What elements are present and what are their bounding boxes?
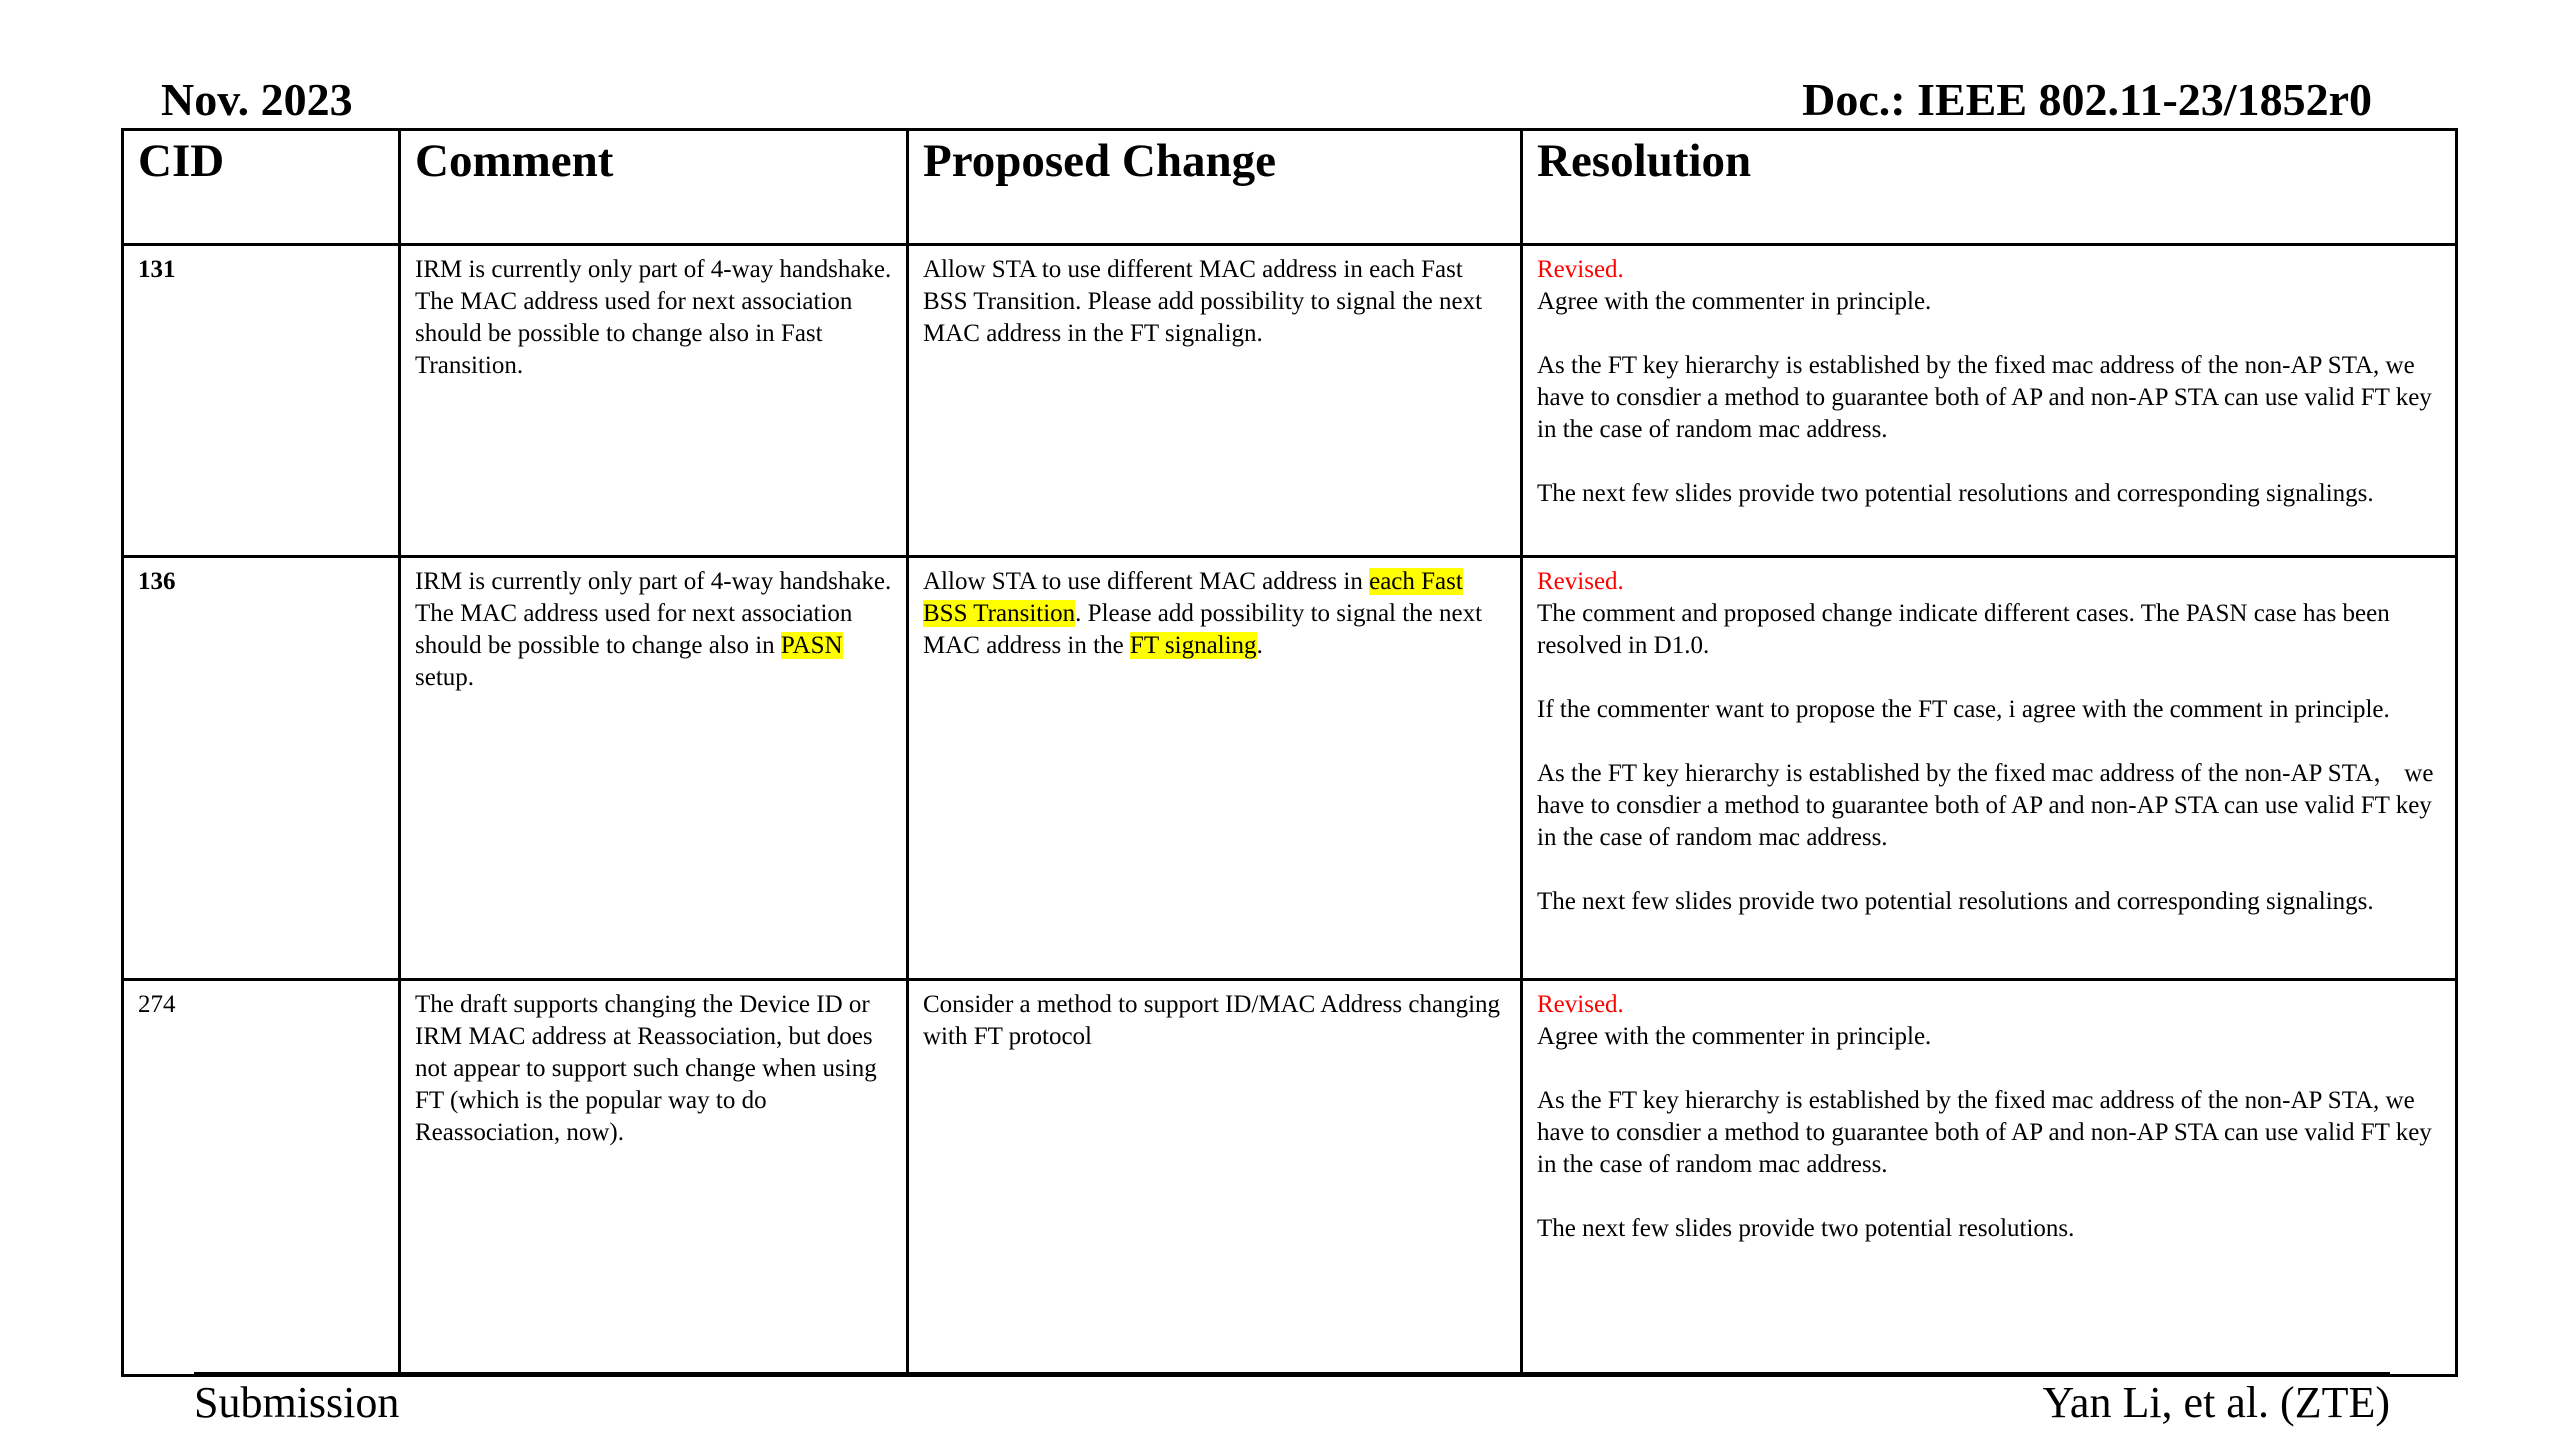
table-row [123, 557, 2457, 980]
table-row [123, 980, 2457, 1376]
resolution-paragraph: The next few slides provide two potential resolutions. [1537, 1215, 2075, 1242]
comment-cell: The draft supports changing the Device ID or IRM MAC address at Reassociation, but does not appear to support such change when using FT (which is the popular way to do Reassociation, now). [400, 980, 908, 1376]
resolution-paragraph: If the commenter want to propose the FT case, i agree with the comment in principle. [1537, 696, 2390, 723]
proposed-text: . [1256, 632, 1263, 659]
resolution-paragraph: As the FT key hierarchy is established by the fixed mac address of the non-AP STA, we have to consdier a method to guarantee both of AP and non-AP STA can use valid FT key in the case of random mac address. [1537, 352, 2432, 443]
proposed-change-cell: Allow STA to use different MAC address in each Fast BSS Transition. Please add possibility to signal the next MAC address in the FT signalign. [908, 245, 1522, 557]
comment-cell [400, 557, 908, 980]
resolution-cell [1522, 980, 2457, 1376]
resolution-paragraph: As the FT key hierarchy is established by the fixed mac address of the non-AP STA， we have to consdier a method to guarantee both of AP and non-AP STA can use valid FT key in the case of random mac address. [1537, 760, 2434, 851]
column-header-comment: Comment [400, 130, 908, 245]
comment-cell: IRM is currently only part of 4-way handshake. The MAC address used for next association should be possible to change also in Fast Transition. [400, 245, 908, 557]
column-header-proposed-change: Proposed Change [908, 130, 1522, 245]
footer-author: Yan Li, et al. (ZTE) [2042, 1378, 2390, 1427]
footer-rule [194, 1372, 2390, 1374]
table-row [123, 245, 2457, 557]
resolution-paragraph: The comment and proposed change indicate different cases. The PASN case has been resolved in D1.0. [1537, 600, 2390, 659]
resolution-paragraph: The next few slides provide two potential resolutions and corresponding signalings. [1537, 480, 2374, 507]
resolution-cell [1522, 245, 2457, 557]
header-doc-number: Doc.: IEEE 802.11-23/1852r0 [1802, 74, 2372, 125]
highlighted-text: FT signaling [1129, 632, 1257, 659]
footer-submission: Submission [194, 1378, 400, 1427]
resolution-status: Revised. [1537, 568, 1624, 595]
cid-cell: 131 [123, 245, 400, 557]
resolution-paragraph: Agree with the commenter in principle. [1537, 1023, 1932, 1050]
comment-resolution-table [121, 128, 2458, 1377]
proposed-text: . Please add possibility to signal the next MAC address in the [923, 600, 1483, 659]
highlighted-text: each Fast BSS Transition [923, 568, 1463, 627]
column-header-cid: CID [123, 130, 400, 245]
column-header-resolution: Resolution [1522, 130, 2457, 245]
resolution-paragraph: Agree with the commenter in principle. [1537, 288, 1932, 315]
comment-text: setup. [415, 664, 475, 691]
proposed-change-cell: Consider a method to support ID/MAC Address changing with FT protocol [908, 980, 1522, 1376]
resolution-status: Revised. [1537, 256, 1624, 283]
cid-cell: 274 [123, 980, 400, 1376]
resolution-paragraph: As the FT key hierarchy is established by the fixed mac address of the non-AP STA, we have to consdier a method to guarantee both of AP and non-AP STA can use valid FT key in the case of random mac address. [1537, 1087, 2432, 1178]
table-header-row [123, 130, 2457, 245]
proposed-text: Allow STA to use different MAC address in [923, 568, 1370, 595]
proposed-change-cell [908, 557, 1522, 980]
resolution-cell [1522, 557, 2457, 980]
comment-text: IRM is currently only part of 4-way handshake. The MAC address used for next association should be possible to change also in [415, 568, 892, 659]
resolution-status: Revised. [1537, 991, 1624, 1018]
resolution-paragraph: The next few slides provide two potential resolutions and corresponding signalings. [1537, 888, 2374, 915]
cid-cell: 136 [123, 557, 400, 980]
highlighted-text: PASN [780, 632, 843, 659]
header-date: Nov. 2023 [161, 74, 353, 125]
